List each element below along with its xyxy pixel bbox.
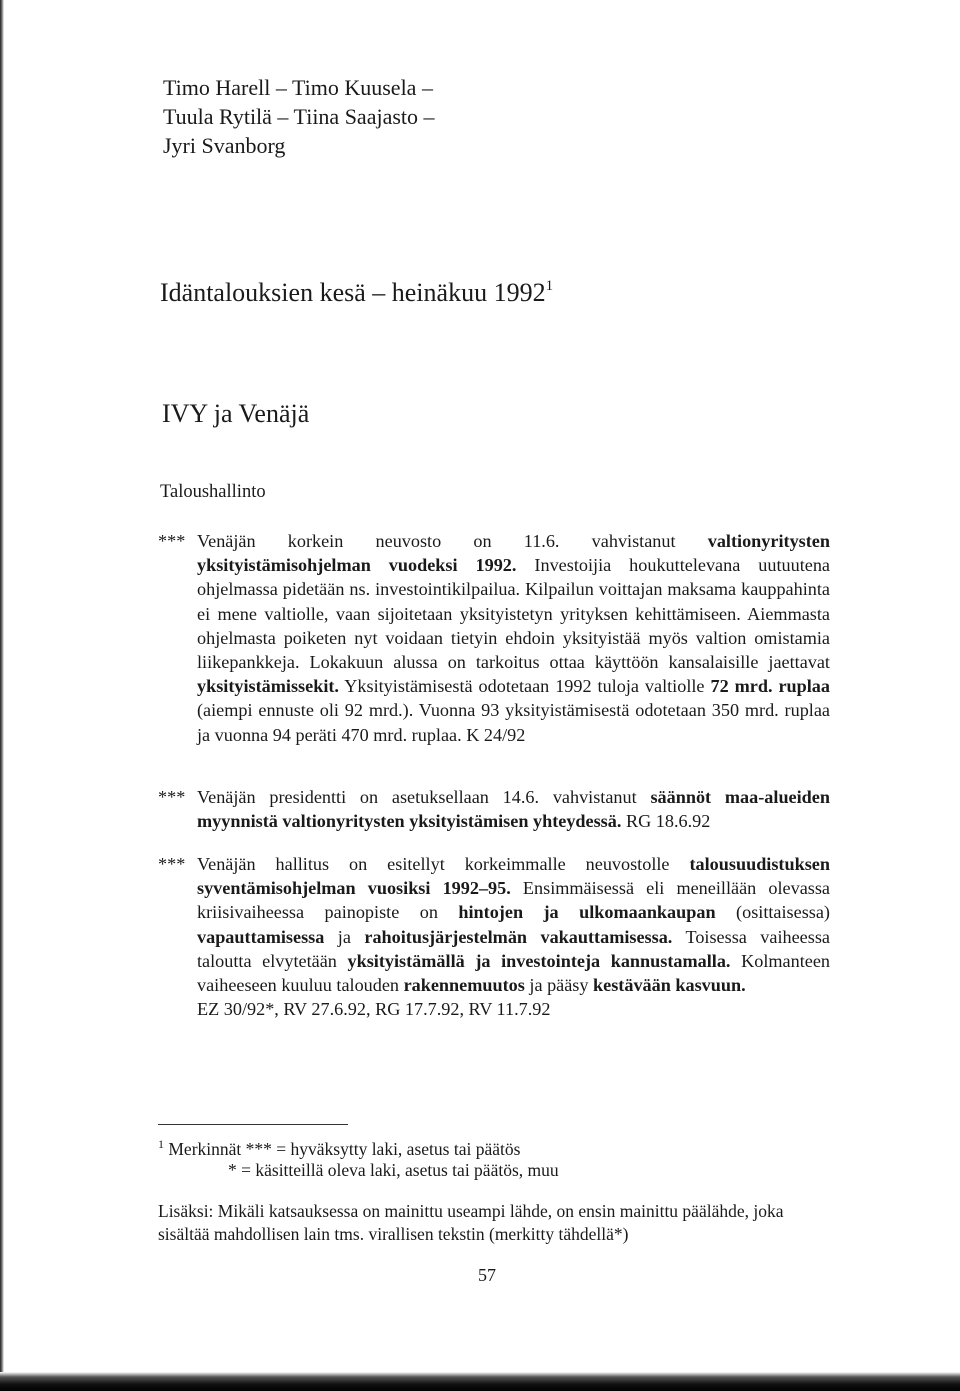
title-text: Idäntalouksien kesä – heinäkuu 1992 [160,278,546,307]
emphasized-text: rakennemuutos [403,975,525,996]
footnote-reference: 1 [545,278,554,295]
emphasized-text: rahoitusjärjestelmän vakauttamisessa. [364,926,673,947]
entry-text [197,852,830,1021]
entry-status-marker: *** [158,531,186,551]
section-heading: IVY ja Venäjä [162,399,310,428]
news-entry [158,529,830,747]
body-text: RG 18.6.92 [621,811,711,832]
emphasized-text: 72 mrd. ruplaa [710,676,830,697]
entry-body [197,852,830,997]
body-text: Kolmanteen vaiheeseen kuuluu talouden [197,950,830,996]
document-title [160,278,553,308]
body-text: Venäjän korkein neuvosto on 11.6. vahvistanut [197,531,708,551]
body-text: (aiempi ennuste oli 92 mrd.). Vuonna 93 yksityistämisestä odotetaan 350 mrd. ruplaa ja vuonna 94 peräti 470 mrd. ruplaa. K 24/92 [197,700,830,745]
entry-text [197,785,830,833]
footnote-text: * = käsitteillä oleva laki, asetus tai päätös, muu [228,1160,559,1180]
body-text: Ensimmäisessä eli meneillään olevassa kriisivaiheessa painopiste on [197,878,830,923]
entry-status-marker: *** [158,854,186,874]
footnote [158,1137,520,1160]
footnote-divider [158,1124,348,1125]
entry-body [197,785,830,833]
footnote [228,1160,559,1181]
sources-note: Lisäksi: Mikäli katsauksessa on mainittu useampi lähde, on ensin mainittu päälähde, joka sisältää mahdollisen lain tms. virallisen tekstin (merkitty tähdellä*) [158,1201,784,1244]
entry-text [197,529,830,747]
page-number: 57 [478,1265,496,1285]
emphasized-text: yksityistämissekit. [197,676,339,697]
body-text: Investoijia houkuttelevana uutuutena ohjelmassa pidetään ns. investointikilpailua. Kilpailun voittajan maksama kauppahinta ei mene valtiolle, vaan sijoitetaan yksityistetyn yrityksen kehittämiseen. Aiemmasta ohjelmasta poiketen nyt voidaan tietyin ehdoin yksityistää myös valtion omistamia liikepankkeja. Lokakuun alussa on tarkoitus ottaa käyttöön kansalaisille jaettavat [197,555,830,673]
entry-body [197,529,830,747]
entry-sources: EZ 30/92*, RV 27.6.92, RG 17.7.92, RV 11.7.92 [197,999,551,1020]
scan-edge [0,1372,960,1391]
emphasized-text: yksityistämällä ja investointeja kannustamalla. [347,950,731,971]
emphasized-text: valtionyritysten yksityistämisohjelman vuodeksi 1992. [197,531,830,576]
author-line: Tuula Rytilä – Tiina Saajasto – [163,104,435,129]
body-text: Venäjän hallitus on esitellyt korkeimmalle neuvostolle [197,854,690,874]
emphasized-text: vapauttamisessa [197,926,325,947]
body-text: ja [324,926,365,947]
emphasized-text: säännöt maa-alueiden myynnistä valtionyritysten yksityistämisen yhteydessä. [197,787,830,832]
emphasized-text: kestävään kasvuun. [593,975,746,996]
footnote-text: Merkinnät *** = hyväksytty laki, asetus tai päätös [168,1138,521,1159]
body-text: Toisessa vaiheessa taloutta elvytetään [197,926,830,971]
body-text: (osittaisessa) [715,902,830,923]
body-text: Venäjän presidentti on asetuksellaan 14.6. vahvistanut [197,787,651,807]
author-line: Timo Harell – Timo Kuusela – [163,75,433,100]
author-list [163,73,435,160]
footnote-mark: 1 [158,1137,164,1151]
news-entry [158,852,830,1021]
news-entry [158,785,830,833]
body-text: Yksityistämisestä odotetaan 1992 tuloja valtiolle [338,676,711,697]
entry-status-marker: *** [158,787,186,807]
body-text: ja pääsy [524,975,594,996]
emphasized-text: talousuudistuksen syventämisohjelman vuosiksi 1992–95. [197,854,830,899]
scan-edge [0,0,4,1391]
emphasized-text: hintojen ja ulkomaankaupan [458,902,716,923]
author-line: Jyri Svanborg [163,133,286,158]
subsection-heading: Taloushallinto [160,482,266,502]
